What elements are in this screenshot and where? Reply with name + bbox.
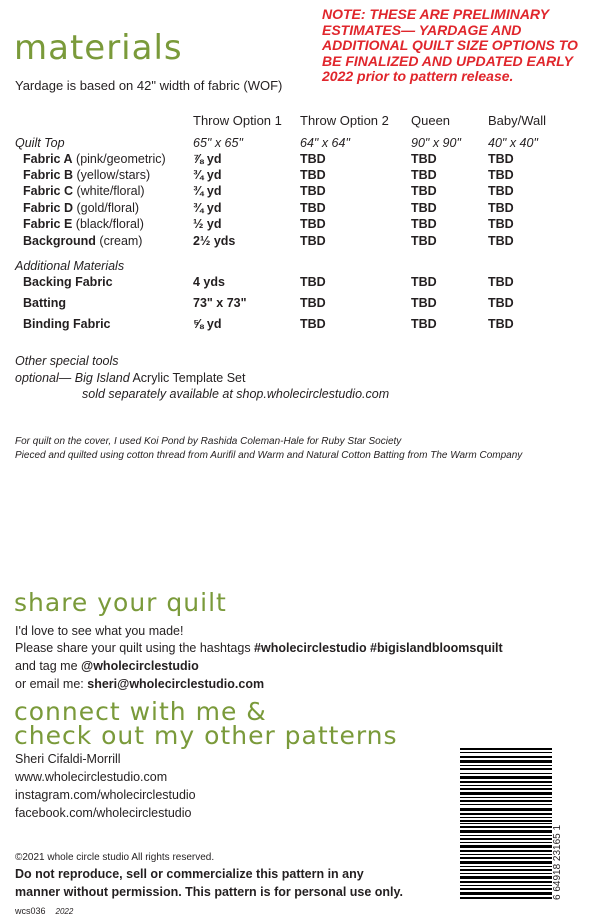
connect-title xyxy=(14,697,398,750)
tools-label: Other special tools xyxy=(15,354,119,368)
tools-sold: sold separately available at shop.wholecirclestudio.com xyxy=(82,387,390,401)
table-cell: 4 yds xyxy=(193,275,225,289)
tools-line xyxy=(15,371,245,385)
table-cell: ¾ yd xyxy=(193,201,222,215)
column-header-throw1: Throw Option 1 xyxy=(193,113,282,128)
table-cell: ½ yd xyxy=(193,217,222,231)
pattern-year: 2022 xyxy=(55,907,74,916)
table-cell: TBD xyxy=(411,275,437,289)
fabric-desc: (pink/geometric) xyxy=(72,152,166,166)
fabric-desc: (white/floral) xyxy=(73,184,145,198)
additional-materials-label: Additional Materials xyxy=(15,259,125,273)
table-cell: TBD xyxy=(300,217,326,231)
fabric-name: Background xyxy=(23,234,96,248)
share-line-3 xyxy=(15,659,199,673)
fabric-desc: (gold/floral) xyxy=(73,201,140,215)
size-throw1: 65" x 65" xyxy=(193,136,243,150)
material-name: Batting xyxy=(23,296,67,310)
share-line-2-prefix: Please share your quilt using the hashtags xyxy=(15,641,255,655)
column-header-queen: Queen xyxy=(411,113,451,128)
fabric-name: Fabric D xyxy=(23,201,74,215)
credit-line-2: Pieced and quilted using cotton thread from Aurifil and Warm and Natural Cotton Batting from The Warm Company xyxy=(15,450,523,461)
fabric-name: Fabric A xyxy=(23,152,73,166)
fabric-desc: (black/floral) xyxy=(72,217,144,231)
table-cell: TBD xyxy=(300,296,326,310)
share-handle: @wholecirclestudio xyxy=(81,659,199,673)
table-cell: TBD xyxy=(300,234,326,248)
table-cell: TBD xyxy=(411,184,437,198)
share-line-4-prefix: or email me: xyxy=(15,677,88,691)
materials-subtitle: Yardage is based on 42" width of fabric (WOF) xyxy=(15,78,283,93)
table-cell: TBD xyxy=(488,296,514,310)
tools-optional: optional xyxy=(15,371,59,385)
table-cell: TBD xyxy=(300,184,326,198)
share-hashtags: #wholecirclestudio #bigislandbloomsquilt xyxy=(254,641,503,655)
pattern-code-text: wcs036 xyxy=(15,906,46,916)
share-title: share your quilt xyxy=(14,588,227,617)
table-cell: TBD xyxy=(488,217,514,231)
table-cell: TBD xyxy=(488,234,514,248)
table-cell: TBD xyxy=(300,275,326,289)
table-cell: TBD xyxy=(488,275,514,289)
fabric-name: Fabric C xyxy=(23,184,74,198)
material-name: Backing Fabric xyxy=(23,275,113,289)
table-cell: ¾ yd xyxy=(193,184,222,198)
material-name: Binding Fabric xyxy=(23,317,111,331)
warning-line-2: manner without permission. This pattern is for personal use only. xyxy=(15,885,404,899)
share-line-4 xyxy=(15,677,264,691)
column-header-babywall: Baby/Wall xyxy=(488,113,547,128)
table-cell: TBD xyxy=(488,317,514,331)
share-line-2 xyxy=(15,641,503,655)
table-cell: TBD xyxy=(488,184,514,198)
size-throw2: 64" x 64" xyxy=(300,136,350,150)
table-cell: TBD xyxy=(300,168,326,182)
connect-name: Sheri Cifaldi-Morrill xyxy=(15,752,121,766)
tools-dash: — xyxy=(58,371,75,385)
tools-item-rest: Acrylic Template Set xyxy=(129,371,246,385)
fabric-desc: (yellow/stars) xyxy=(73,168,151,182)
table-cell: 73" x 73" xyxy=(193,296,247,310)
table-cell: TBD xyxy=(300,152,326,166)
connect-instagram: instagram.com/wholecirclestudio xyxy=(15,788,196,802)
table-cell: ¾ yd xyxy=(193,168,222,182)
barcode-number: 6 64918 23165 1 xyxy=(552,824,563,900)
table-cell: TBD xyxy=(411,234,437,248)
share-email: sheri@wholecirclestudio.com xyxy=(87,677,265,691)
table-cell: ⅝ yd xyxy=(193,317,222,331)
fabric-name: Fabric E xyxy=(23,217,73,231)
table-cell: TBD xyxy=(411,168,437,182)
table-cell: TBD xyxy=(488,152,514,166)
table-cell: ⅞ yd xyxy=(193,152,222,166)
column-header-throw2: Throw Option 2 xyxy=(300,113,389,128)
credit-line-1: For quilt on the cover, I used Koi Pond by Rashida Coleman-Hale for Ruby Star Society xyxy=(15,436,402,447)
share-line-3-prefix: and tag me xyxy=(15,659,82,673)
size-queen: 90" x 90" xyxy=(411,136,461,150)
pattern-code xyxy=(15,906,73,916)
table-cell: TBD xyxy=(488,168,514,182)
materials-title: materials xyxy=(14,28,183,68)
warning-line-1: Do not reproduce, sell or commercialize this pattern in any xyxy=(15,867,364,881)
table-cell: TBD xyxy=(411,201,437,215)
copyright: ©2021 whole circle studio All rights reserved. xyxy=(15,852,215,863)
table-cell: TBD xyxy=(300,201,326,215)
preliminary-note: NOTE: THESE ARE PRELIMINARY ESTIMATES— YARDAGE AND ADDITIONAL QUILT SIZE OPTIONS TO BE FINALIZED AND UPDATED EARLY 2022 prior to pattern release. xyxy=(322,6,578,84)
connect-website: www.wholecirclestudio.com xyxy=(15,770,168,784)
connect-title-line-2: check out my other patterns xyxy=(14,721,398,750)
fabric-desc: (cream) xyxy=(95,234,143,248)
quilt-top-label: Quilt Top xyxy=(15,136,65,150)
share-line-1: I'd love to see what you made! xyxy=(15,624,184,638)
table-cell: TBD xyxy=(411,317,437,331)
table-cell: TBD xyxy=(488,201,514,215)
table-cell: TBD xyxy=(411,296,437,310)
fabric-name: Fabric B xyxy=(23,168,74,182)
table-cell: TBD xyxy=(411,217,437,231)
table-cell: TBD xyxy=(300,317,326,331)
connect-title-line-1: connect with me & xyxy=(14,697,267,726)
tools-item: Big Island xyxy=(74,371,130,385)
barcode-image xyxy=(460,748,552,900)
connect-facebook: facebook.com/wholecirclestudio xyxy=(15,806,192,820)
table-cell: 2½ yds xyxy=(193,234,236,248)
table-cell: TBD xyxy=(411,152,437,166)
size-babywall: 40" x 40" xyxy=(488,136,538,150)
